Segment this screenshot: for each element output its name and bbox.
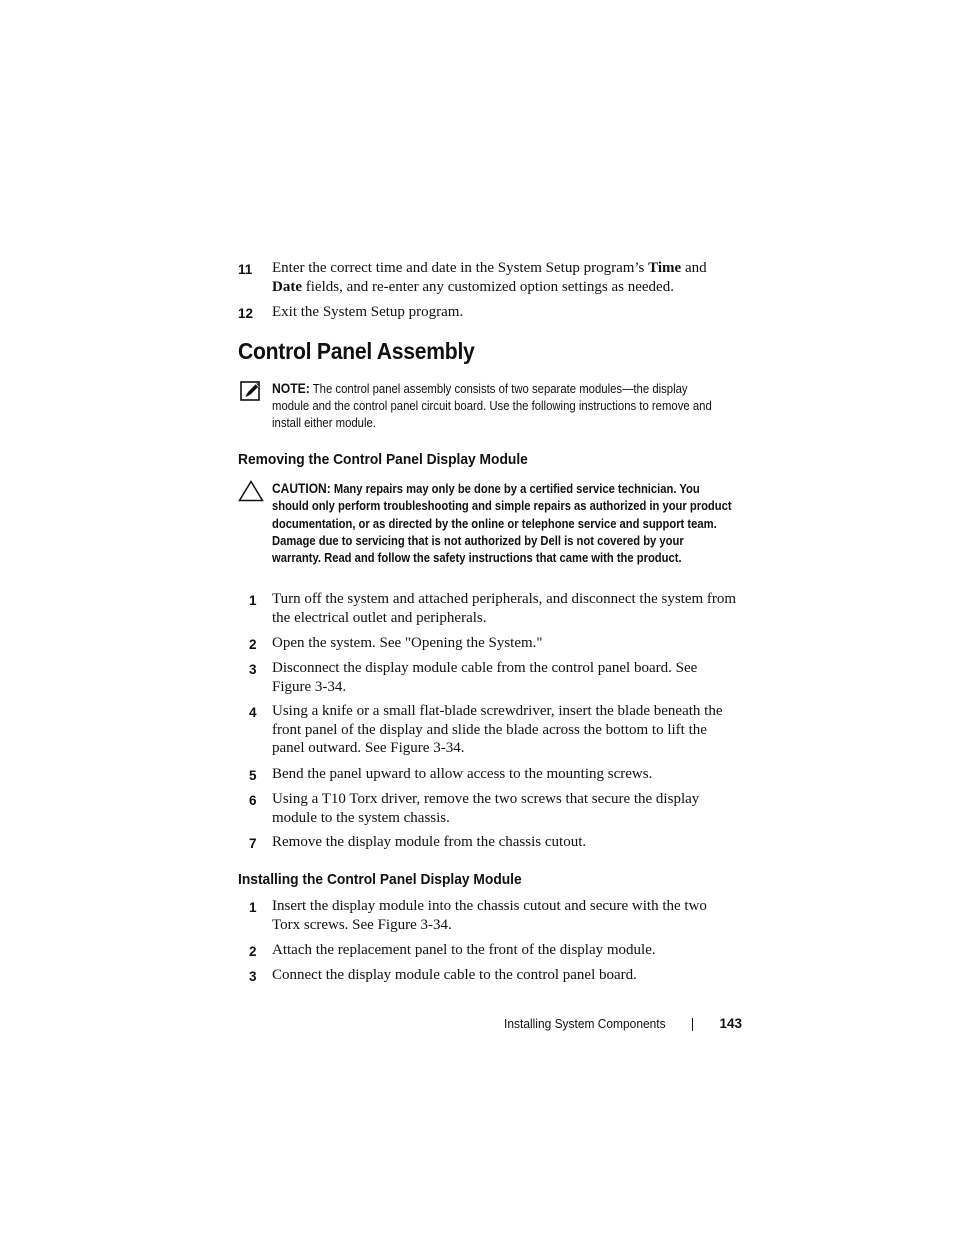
step-text: Attach the replacement panel to the front of the display module. — [272, 942, 656, 958]
footer-section-name: Installing System Components — [504, 1016, 666, 1031]
step-number: 5 — [249, 768, 257, 783]
step-number: 3 — [249, 662, 257, 677]
note-label: NOTE: — [272, 381, 310, 396]
step-number: 1 — [249, 593, 257, 608]
step-text: Bend the panel upward to allow access to the mounting screws. — [272, 766, 653, 782]
step-number: 11 — [238, 262, 253, 277]
step-number: 1 — [249, 900, 257, 915]
step-text: Remove the display module from the chassis cutout. — [272, 834, 587, 850]
section-title: Control Panel Assembly — [238, 338, 475, 364]
step-text-part: Enter the correct time and date in the System Setup program’s — [272, 260, 649, 276]
step-text: Using a T10 Torx driver, remove the two screws that secure the display module to the system chassis. — [272, 791, 700, 826]
step-number: 2 — [249, 637, 257, 652]
step-number: 7 — [249, 836, 257, 851]
page-footer — [480, 1014, 742, 1034]
step-number: 6 — [249, 793, 257, 808]
heading-removing: Removing the Control Panel Display Module — [238, 451, 528, 468]
pencil-note-icon — [240, 380, 262, 402]
step-text — [272, 259, 738, 296]
step-text: Connect the display module cable to the control panel board. — [272, 967, 637, 983]
step-number: 3 — [249, 969, 257, 984]
caution-text — [272, 480, 735, 567]
step-text: Disconnect the display module cable from the control panel board. See Figure 3-34. — [272, 660, 698, 695]
step-text: Insert the display module into the chassis cutout and secure with the two Torx screws. See Figure 3-34. — [272, 898, 707, 933]
remove-step-4 — [238, 702, 738, 758]
note-body: The control panel assembly consists of two separate modules—the display module and the control panel circuit board. Use the following instructions to remove and install either module. — [272, 382, 712, 430]
heading-installing: Installing the Control Panel Display Module — [238, 871, 522, 888]
step-text: Using a knife or a small flat-blade screwdriver, insert the blade beneath the front panel of the display and slide the blade across the bottom to lift the panel outward. See Figure 3-34. — [272, 703, 723, 757]
step-text: Turn off the system and attached peripherals, and disconnect the system from the electrical outlet and peripherals. — [272, 591, 737, 626]
caution-label: CAUTION: — [272, 481, 331, 496]
remove-step-3 — [238, 659, 738, 696]
step-text: Exit the System Setup program. — [272, 304, 464, 320]
note-text — [272, 380, 722, 432]
caution-body: Many repairs may only be done by a certified service technician. You should only perform troubleshooting and simple repairs as authorized in your product documentation, or as directed by the online or telephone service and support team. Damage due to servicing that is not authorized by Dell is not covered by your warranty. Read and follow the safety instructions that came with the product. — [272, 482, 732, 566]
remove-step-2 — [238, 634, 738, 654]
step-text-part: fields, and re-enter any customized option settings as needed. — [302, 278, 674, 295]
remove-step-5 — [238, 765, 738, 785]
step-11 — [238, 259, 738, 296]
remove-step-6 — [238, 790, 738, 827]
caution-triangle-icon — [238, 480, 264, 502]
step-number: 4 — [249, 705, 257, 720]
install-step-3 — [238, 966, 738, 986]
footer-divider — [692, 1018, 693, 1031]
page-number: 143 — [719, 1016, 742, 1031]
remove-step-1 — [238, 590, 738, 627]
ui-term-date: Date — [272, 278, 302, 295]
step-text: Open the system. See "Opening the System." — [272, 635, 543, 651]
install-step-1 — [238, 897, 738, 934]
install-step-2 — [238, 941, 738, 961]
step-number: 2 — [249, 944, 257, 959]
step-text-part: and — [681, 260, 707, 276]
ui-term-time: Time — [648, 260, 682, 276]
step-12 — [238, 303, 738, 323]
step-number: 12 — [238, 306, 254, 321]
remove-step-7 — [238, 833, 738, 853]
